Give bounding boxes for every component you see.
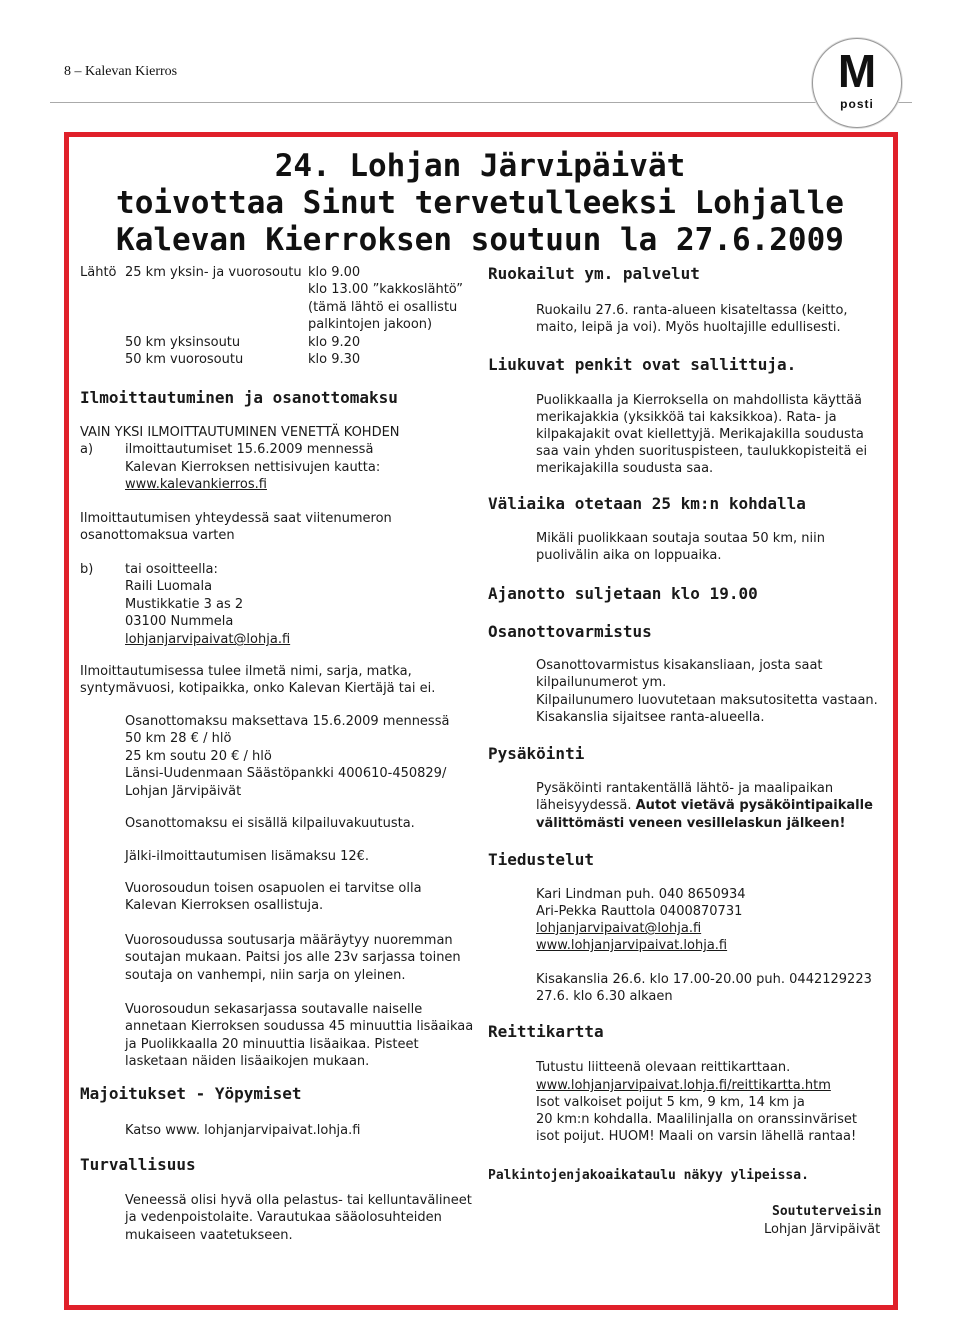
route-map-line1: Tutustu liitteenä olevaan reittikarttaan.	[536, 1060, 791, 1075]
check-in-line4: Kisakanslia sijaitsee ranta-alueella.	[536, 710, 765, 725]
parking-heading: Pysäköinti	[488, 744, 585, 763]
lodging-text: Katso www. lohjanjarvipaivat.lohja.fi	[125, 1123, 361, 1138]
route-map-line4: 20 km:n kohdalla. Maalilinjalla on oranssinväriset	[536, 1112, 857, 1127]
contact-line1: Kari Lindman puh. 040 8650934	[536, 887, 746, 902]
sliding-seats-heading: Liukuvat penkit ovat sallittuja.	[488, 355, 797, 374]
contact-website-link[interactable]: www.lohjanjarvipaivat.lohja.fi	[536, 938, 728, 953]
start-row1-time1: klo 9.00	[308, 265, 361, 280]
start-row3-event: 50 km vuorosoutu	[125, 352, 244, 367]
contact-email-link[interactable]: lohjanjarvipaivat@lohja.fi	[536, 921, 702, 936]
fee-line3: 25 km soutu 20 € / hlö	[125, 749, 272, 764]
contact-line2: Ari-Pekka Rauttola 0400870731	[536, 904, 743, 919]
meals-line2: maito, leipä ja voi). Myös huoltajille edullisesti.	[536, 320, 841, 335]
insurance-note: Osanottomaksu ei sisällä kilpailuvakuutusta.	[125, 816, 415, 831]
contact-heading: Tiedustelut	[488, 850, 594, 869]
start-row1-note2: palkintojen jakoon)	[308, 317, 433, 332]
route-map-line5: isot poijut. HUOM! Maali on varsin lähellä rantaa!	[536, 1129, 857, 1144]
title-line-3: Kalevan Kierroksen soutuun la 27.6.2009	[116, 222, 844, 258]
registration-b-marker: b)	[80, 562, 94, 577]
registration-only-one: VAIN YKSI ILMOITTAUTUMINEN VENETTÄ KOHDEN	[80, 425, 400, 440]
start-label: Lähtö	[80, 265, 117, 280]
registration-heading: Ilmoittautuminen ja osanottomaksu	[80, 388, 398, 407]
info-line2: syntymävuosi, kotipaikka, onko Kalevan Kiertäjä tai ei.	[80, 681, 436, 696]
parking-line3: välittömästi veneen vesillelaskun jälkeen!	[536, 816, 846, 831]
check-in-line3: Kilpailunumero luovutetaan maksutositetta vastaan.	[536, 693, 878, 708]
safety-heading: Turvallisuus	[80, 1155, 196, 1174]
safety-line1: Veneessä olisi hyvä olla pelastus- tai kelluntavälineet	[125, 1193, 472, 1208]
meals-heading: Ruokailut ym. palvelut	[488, 264, 700, 283]
page-header-label: 8 – Kalevan Kierros	[64, 64, 178, 79]
fee-line4: Länsi-Uudenmaan Säästöpankki 400610-450829/	[125, 766, 447, 781]
registration-b-line3: Mustikkatie 3 as 2	[125, 597, 244, 612]
check-in-heading: Osanottovarmistus	[488, 622, 652, 641]
route-map-heading: Reittikartta	[488, 1022, 604, 1041]
timing-heading: Ajanotto suljetaan klo 19.00	[488, 584, 758, 603]
registration-b-line4: 03100 Nummela	[125, 614, 234, 629]
start-row2-time: klo 9.20	[308, 335, 361, 350]
pair-line2: Kalevan Kierroksen osallistuja.	[125, 898, 324, 913]
sliding-seats-line5: merikajakilla soudusta saa.	[536, 461, 714, 476]
mixed-line4: lasketaan näiden lisäaikojen mukaan.	[125, 1054, 370, 1069]
posti-logo	[812, 38, 902, 128]
meals-line1: Ruokailu 27.6. ranta-alueen kisateltassa (keitto,	[536, 303, 848, 318]
reference-line1: Ilmoittautumisen yhteydessä saat viitenumeron	[80, 511, 392, 526]
pair-line1: Vuorosoudun toisen osapuolen ei tarvitse olla	[125, 881, 422, 896]
posti-logo-text: posti	[840, 97, 874, 111]
parking-line1: Pysäköinti rantakentällä lähtö- ja maalipaikan	[536, 781, 834, 796]
registration-a-marker: a)	[80, 442, 94, 457]
break-heading: Väliaika otetaan 25 km:n kohdalla	[488, 494, 806, 513]
fee-line1: Osanottomaksu maksettava 15.6.2009 mennessä	[125, 714, 450, 729]
header-divider	[50, 102, 912, 103]
parking-line2	[536, 797, 873, 815]
awards-text: Palkintojenjakoaikataulu näkyy ylipeissa.	[488, 1168, 809, 1183]
series-line1: Vuorosoudussa soutusarja määräytyy nuoremman	[125, 933, 453, 948]
sliding-seats-line4: saa vain yhden suorituspisteen, taulukkopisteitä ei	[536, 444, 868, 459]
start-row3-time: klo 9.30	[308, 352, 361, 367]
start-row2-event: 50 km yksinsoutu	[125, 335, 241, 350]
registration-b-line2: Raili Luomala	[125, 579, 213, 594]
start-row1-event: 25 km yksin- ja vuorosoutu	[125, 265, 302, 280]
route-map-link[interactable]: www.lohjanjarvipaivat.lohja.fi/reittikartta.htm	[536, 1078, 831, 1093]
registration-a-line2: Kalevan Kierroksen nettisivujen kautta:	[125, 460, 381, 475]
contact-office2: 27.6. klo 6.30 alkaen	[536, 989, 673, 1004]
fee-line2: 50 km 28 € / hlö	[125, 731, 232, 746]
check-in-line2: kilpailunumerot ym.	[536, 675, 667, 690]
title-line-2: toivottaa Sinut tervetulleeksi Lohjalle	[116, 185, 844, 221]
break-line1: Mikäli puolikkaan soutaja soutaa 50 km, niin	[536, 531, 825, 546]
start-row1-time2: klo 13.00 ”kakkoslähtö”	[308, 282, 464, 297]
parking-line2-bold: Autot vietävä pysäköintipaikalle	[635, 798, 873, 813]
sliding-seats-line3: kilpakajakit ovat kiellettyjä. Merikajakilla soudusta	[536, 427, 864, 442]
mixed-line1: Vuorosoudun sekasarjassa soutavalle naiselle	[125, 1002, 423, 1017]
contact-office1: Kisakanslia 26.6. klo 17.00-20.00 puh. 0442129223	[536, 972, 872, 987]
safety-line2: ja vedenpoistolaite. Varautukaa sääolosuhteiden	[125, 1210, 442, 1225]
series-line3: soutaja on vanhempi, niin sarja on yleinen.	[125, 968, 406, 983]
sliding-seats-line1: Puolikkaalla ja Kierroksella on mahdollista käyttää	[536, 393, 862, 408]
check-in-line1: Osanottovarmistus kisakansliaan, josta saat	[536, 658, 823, 673]
late-fee-note: Jälki-ilmoittautumisen lisämaksu 12€.	[125, 849, 370, 864]
mixed-line2: annetaan Kierroksen soudussa 45 minuuttia lisäaikaa	[125, 1019, 474, 1034]
route-map-line3: Isot valkoiset poijut 5 km, 9 km, 14 km ja	[536, 1095, 805, 1110]
registration-email-link[interactable]: lohjanjarvipaivat@lohja.fi	[125, 632, 291, 647]
start-row1-note1: (tämä lähtö ei osallistu	[308, 300, 458, 315]
fee-line5: Lohjan Järvipäivät	[125, 784, 242, 799]
registration-a-line1: ilmoittautumiset 15.6.2009 mennessä	[125, 442, 374, 457]
mixed-line3: ja Puolikkaalla 20 minuuttia lisäaikaa. Pisteet	[125, 1037, 419, 1052]
posti-logo-letter: M	[837, 45, 877, 97]
lodging-heading: Majoitukset - Yöpymiset	[80, 1084, 302, 1103]
safety-line3: mukaiseen vaatetukseen.	[125, 1228, 293, 1243]
sliding-seats-line2: merikajakkia (yksikköä tai kaksikkoa). Rata- ja	[536, 410, 837, 425]
break-line2: puolivälin aika on loppuaika.	[536, 548, 722, 563]
parking-line2-normal: läheisyydessä.	[536, 798, 636, 813]
series-line2: soutajan mukaan. Paitsi jos alle 23v sarjassa toinen	[125, 950, 461, 965]
kalevankierros-link[interactable]: www.kalevankierros.fi	[125, 477, 267, 492]
registration-b-line1: tai osoitteella:	[125, 562, 218, 577]
signature-line1: Soututerveisin	[772, 1204, 882, 1219]
signature-line2: Lohjan Järvipäivät	[764, 1222, 881, 1237]
reference-line2: osanottomaksua varten	[80, 528, 235, 543]
title-line-1: 24. Lohjan Järvipäivät	[274, 148, 686, 184]
info-line1: Ilmoittautumisessa tulee ilmetä nimi, sarja, matka,	[80, 664, 412, 679]
